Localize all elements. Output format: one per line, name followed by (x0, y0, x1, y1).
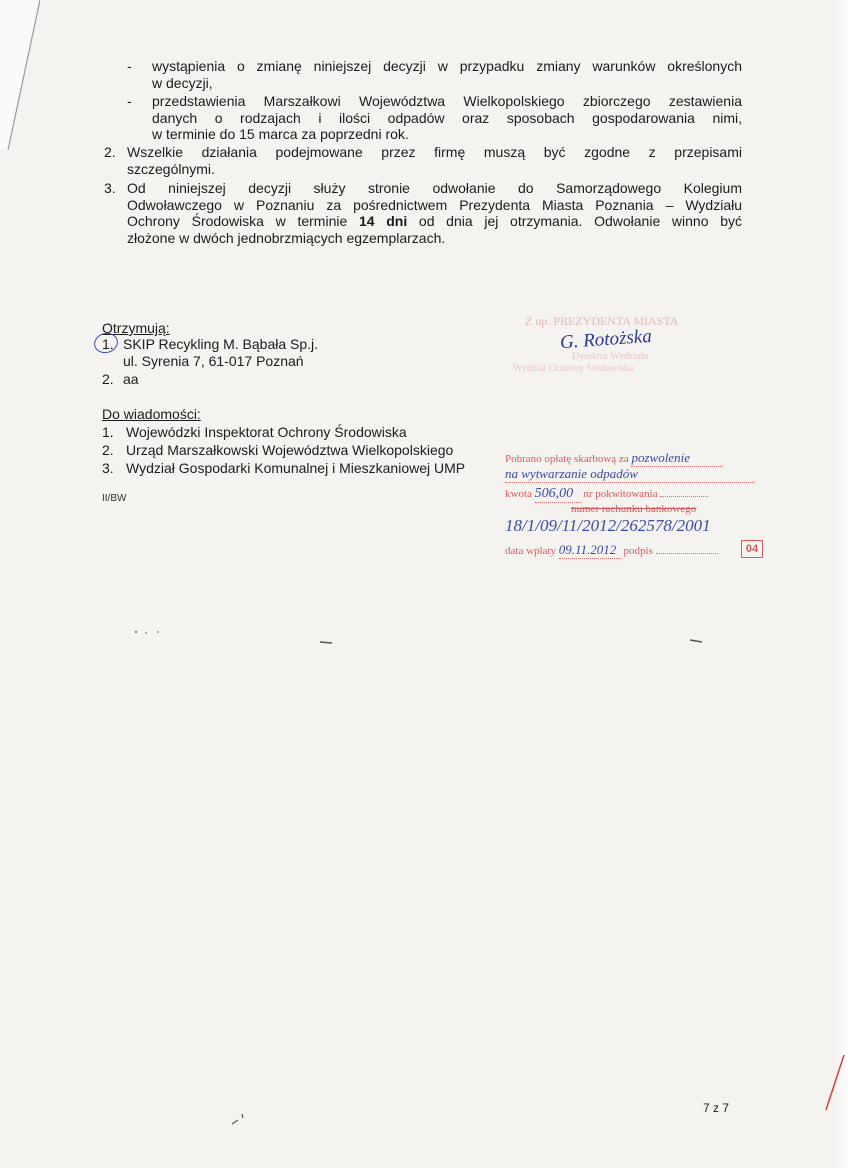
recipient-name: aa (123, 371, 139, 387)
fee-line-2 (505, 466, 755, 483)
fee-label: kwota (505, 488, 532, 500)
bullet-line: w decyzji, (152, 74, 213, 91)
cc-number: 1. (102, 424, 114, 440)
fee-line-4 (571, 503, 696, 515)
page-number: 7 z 7 (703, 1101, 730, 1115)
clause-line: złożone w dwóch jednobrzmiących egzemplarzach. (127, 229, 446, 246)
clause-line: szczególnymi. (127, 160, 215, 177)
bullet-line: w terminie do 15 marca za poprzedni rok. (152, 126, 409, 142)
clause-3-appeal (104, 180, 742, 247)
scan-speck (228, 1110, 258, 1130)
clause-line: Odwoławczego w Poznaniu za pośrednictwem Prezydenta Miasta Poznania – Wydziału (127, 196, 742, 213)
recipient-number: 1. (102, 336, 114, 352)
fee-stamp (505, 446, 767, 566)
clause-line-deadline (127, 213, 742, 230)
fee-handwritten-date: 09.11.2012 (559, 542, 621, 559)
fee-blank (660, 496, 708, 497)
bullet-line: przedstawienia Marszałkowi Województwa Wielkopolskiego zbiorczego zestawienia (152, 93, 742, 109)
fee-handwritten-purpose: pozwolenie (631, 450, 723, 467)
bullet-line: wystąpienia o zmianę niniejszej decyzji w przypadku zmiany warunków określonych (152, 58, 742, 74)
fee-handwritten-account: 18/1/09/11/2012/262578/2001 (505, 516, 711, 535)
signature-stamp-line2: Dyrektor Wydziału (572, 351, 649, 362)
clause-line: Od niniejszej decyzji służy stronie odwołanie do Samorządowego Kolegium (127, 180, 742, 196)
clause-2 (104, 144, 742, 177)
fee-handwritten-purpose-2: na wytwarzanie odpadów (505, 466, 755, 483)
recipient-number: 2. (102, 371, 114, 387)
scan-edge-mark (820, 1055, 848, 1115)
fee-line-6 (505, 542, 718, 559)
clause-number: 2. (104, 144, 116, 160)
cc-item: Wojewódzki Inspektorat Ochrony Środowiska (126, 424, 407, 440)
cc-heading: Do wiadomości: (102, 406, 201, 422)
fee-line-3 (505, 486, 708, 503)
bullet-annual-report (127, 93, 741, 143)
reference-code: II/BW (102, 493, 127, 504)
fee-line-1 (505, 450, 723, 467)
deadline-bold: 14 dni (358, 213, 408, 229)
scan-right-edge (834, 0, 848, 1168)
recipient-address: ul. Syrenia 7, 61-017 Poznań (123, 353, 304, 369)
clause-number: 3. (104, 180, 116, 196)
cc-number: 2. (102, 442, 114, 458)
fee-label: data wpłaty (505, 545, 557, 557)
scan-edge-artifact (0, 0, 40, 150)
fee-handwritten-amount: 506,00 (535, 486, 581, 503)
cc-number: 3. (102, 460, 114, 476)
signature-stamp-line3: Wydział Ochrony Środowiska (513, 363, 634, 374)
bullet-change-request (127, 58, 741, 91)
recipient-name: SKIP Recykling M. Bąbała Sp.j. (123, 336, 319, 352)
bullet-dash: - (127, 58, 132, 74)
clause-text: od dnia jej otrzymania. Odwołanie winno być (407, 213, 742, 229)
bullet-dash: - (127, 93, 132, 109)
clause-text: Ochrony Środowiska w terminie (127, 213, 359, 229)
fee-label: nr pokwitowania (583, 488, 658, 500)
bullet-line: danych o rodzajach i ilości odpadów oraz sposobach gospodarowania nimi, (152, 109, 742, 126)
fee-signature-blank (656, 553, 718, 554)
signature-handwritten: G. Rotożska (559, 325, 653, 354)
cc-item: Urząd Marszałkowski Województwa Wielkopolskiego (126, 442, 454, 458)
signature-stamp-line1: Z up. PREZYDENTA MIASTA (525, 314, 679, 328)
fee-line-5 (505, 516, 711, 536)
fee-stamp-box: 04 (741, 540, 763, 558)
cc-item: Wydział Gospodarki Komunalnej i Mieszkaniowej UMP (126, 460, 466, 476)
scan-specks (120, 620, 740, 650)
recipients-heading: Otrzymują: (102, 320, 170, 336)
fee-label: podpis (623, 545, 653, 557)
clause-line: Wszelkie działania podejmowane przez firmę muszą być zgodne z przepisami (127, 144, 742, 160)
fee-label: numer rachunku bankowego (571, 503, 697, 515)
fee-label: Pobrano opłatę skarbową za (505, 453, 629, 465)
